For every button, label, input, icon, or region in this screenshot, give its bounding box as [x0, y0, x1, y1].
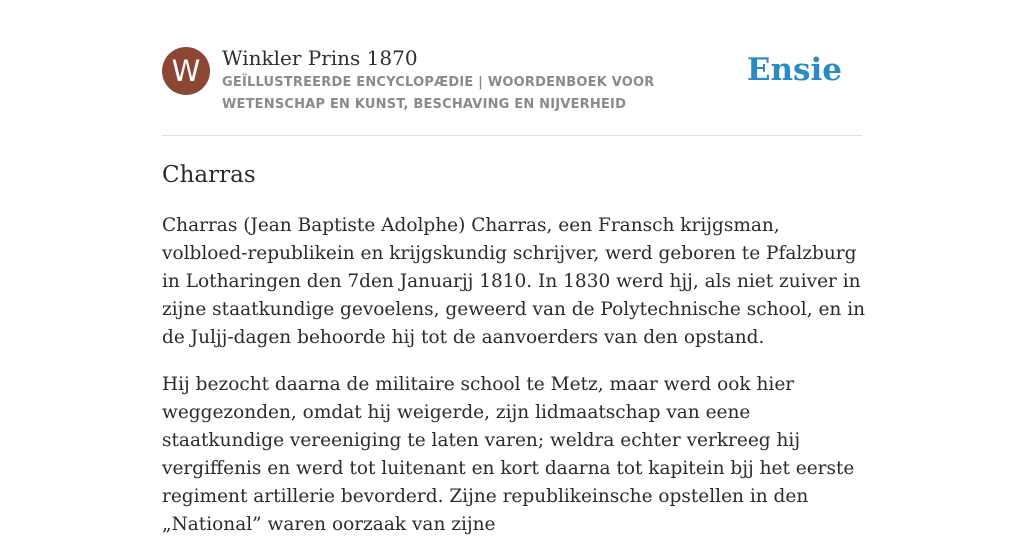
ensie-logo-link[interactable]: Ensie [746, 52, 842, 88]
entry-body [162, 212, 866, 558]
entry-paragraph: Hij bezocht daarna de militaire school te Metz, maar werd ook hier weggezonden, omdat hij weigerde, zijn lidmaatschap van eene staatkundige vereeniging te laten varen; weldra echter verkreeg hij vergiffenis en werd tot luitenant en kort daarna tot kapitein bjj het eerste regiment artillerie bevorderd. Zijne republikeinsche opstellen in den „National” waren oorzaak van zijne [162, 374, 855, 535]
source-subtitle: GEÏLLUSTREERDE ENCYCLOPÆDIE | WOORDENBOEK VOOR WETENSCHAP EN KUNST, BESCHAVING EN NIJVERHEID [222, 75, 655, 112]
source-header [162, 46, 862, 116]
source-avatar[interactable]: W [162, 47, 210, 95]
source-title[interactable]: Winkler Prins 1870 [222, 46, 418, 70]
entry-title: Charras [162, 162, 256, 188]
header-divider [162, 135, 862, 136]
entry-paragraph: Charras (Jean Baptiste Adolphe) Charras, een Fransch krijgsman, volbloed-republikein en krijgskundig schrijver, werd geboren te Pfalzburg in Lotharingen den 7den Januarjj 1810. In 1830 werd hjj, als niet zuiver in zijne staatkundige gevoelens, geweerd van de Polytechnische school, en in de Juljj-dagen behoorde hij tot de aanvoerders van den opstand. [162, 215, 866, 348]
